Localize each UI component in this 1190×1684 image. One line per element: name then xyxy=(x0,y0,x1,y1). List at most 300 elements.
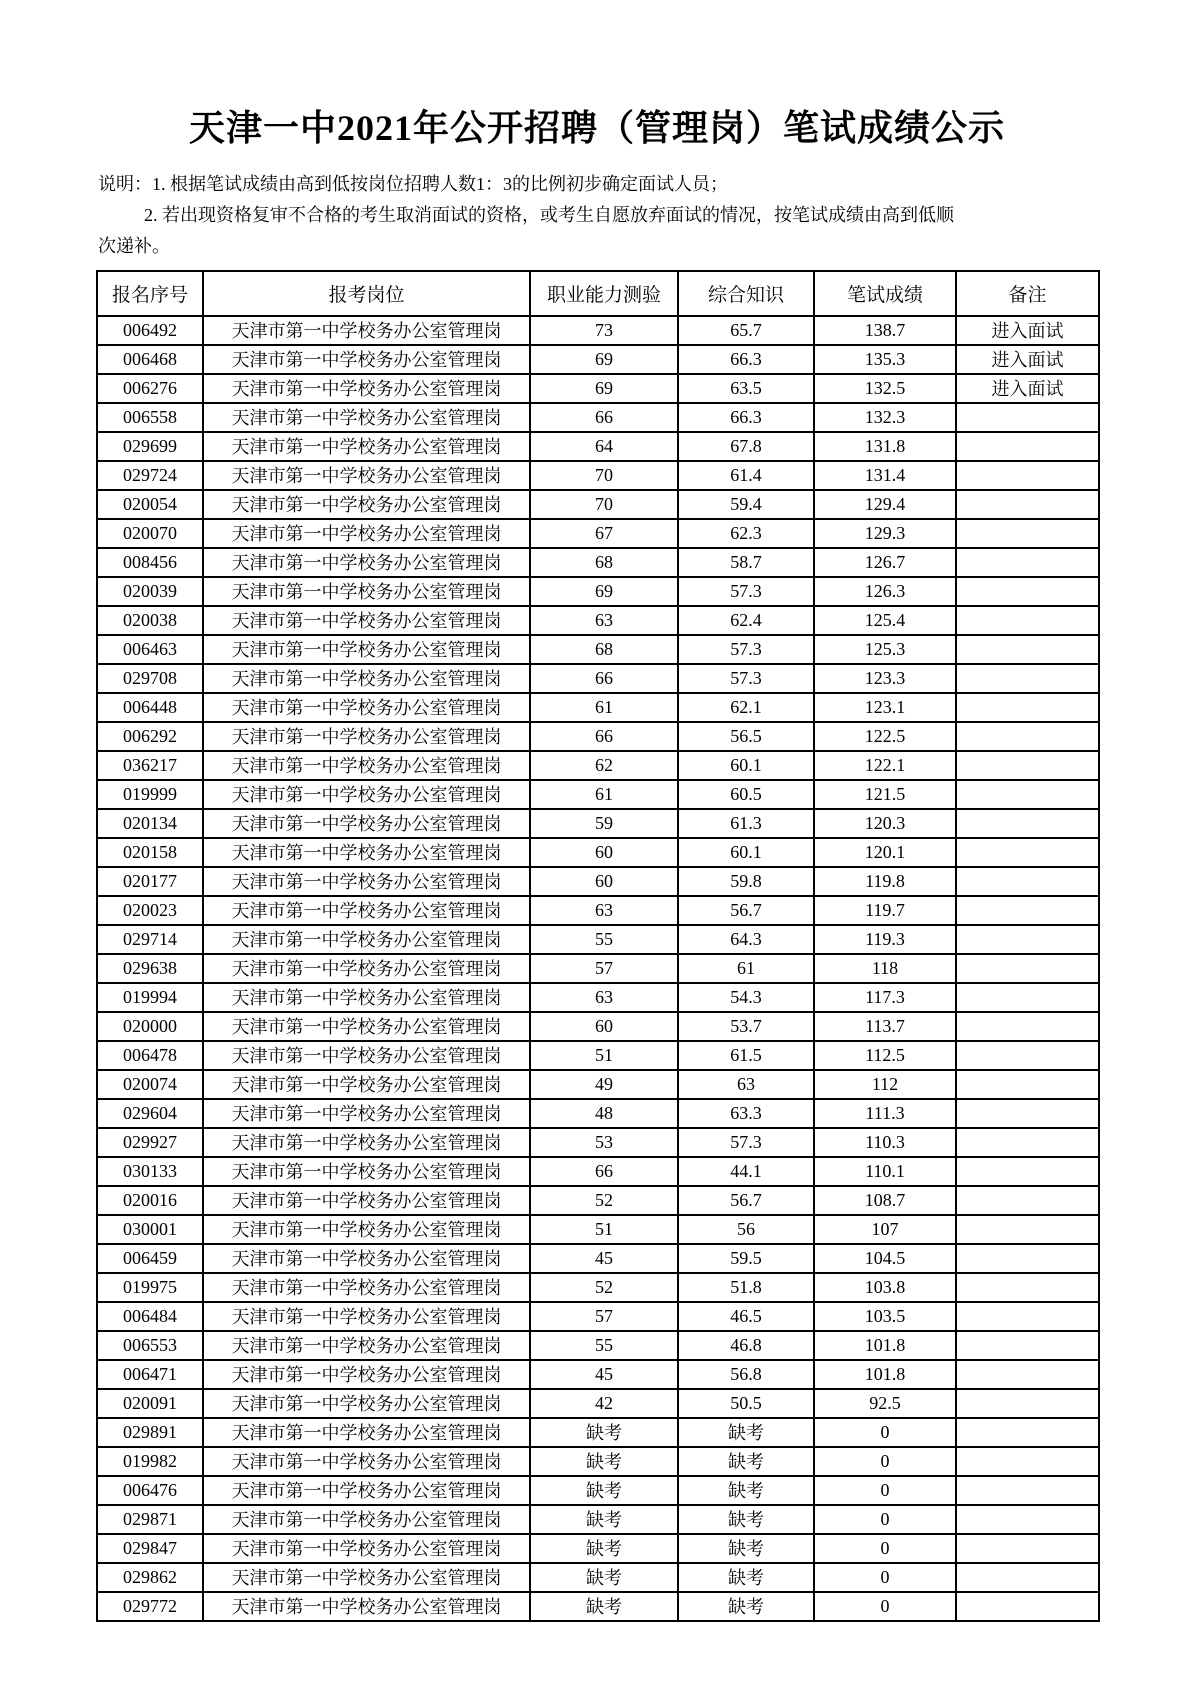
note-line-3: 次递补。 xyxy=(98,235,170,256)
cell-aptitude-test: 70 xyxy=(530,490,678,519)
cell-written-score: 125.4 xyxy=(814,606,956,635)
cell-remark xyxy=(956,1505,1099,1534)
cell-aptitude-test: 63 xyxy=(530,896,678,925)
cell-position: 天津市第一中学校务办公室管理岗 xyxy=(203,432,530,461)
cell-reg-no: 030133 xyxy=(97,1157,203,1186)
cell-written-score: 120.3 xyxy=(814,809,956,838)
cell-comprehensive-knowledge: 44.1 xyxy=(678,1157,814,1186)
cell-written-score: 123.1 xyxy=(814,693,956,722)
cell-aptitude-test: 缺考 xyxy=(530,1563,678,1592)
cell-remark xyxy=(956,1534,1099,1563)
cell-aptitude-test: 49 xyxy=(530,1070,678,1099)
cell-aptitude-test: 57 xyxy=(530,1302,678,1331)
cell-comprehensive-knowledge: 62.1 xyxy=(678,693,814,722)
table-row xyxy=(97,809,1099,838)
cell-remark xyxy=(956,1302,1099,1331)
table-row xyxy=(97,925,1099,954)
cell-position: 天津市第一中学校务办公室管理岗 xyxy=(203,1273,530,1302)
cell-position: 天津市第一中学校务办公室管理岗 xyxy=(203,896,530,925)
cell-aptitude-test: 66 xyxy=(530,403,678,432)
cell-reg-no: 006492 xyxy=(97,316,203,345)
table-row xyxy=(97,1592,1099,1621)
cell-position: 天津市第一中学校务办公室管理岗 xyxy=(203,635,530,664)
cell-reg-no: 029891 xyxy=(97,1418,203,1447)
cell-aptitude-test: 66 xyxy=(530,722,678,751)
cell-aptitude-test: 48 xyxy=(530,1099,678,1128)
cell-aptitude-test: 61 xyxy=(530,780,678,809)
table-row xyxy=(97,1476,1099,1505)
cell-remark xyxy=(956,896,1099,925)
cell-remark xyxy=(956,664,1099,693)
cell-written-score: 117.3 xyxy=(814,983,956,1012)
cell-aptitude-test: 53 xyxy=(530,1128,678,1157)
cell-written-score: 138.7 xyxy=(814,316,956,345)
cell-written-score: 126.3 xyxy=(814,577,956,606)
cell-aptitude-test: 70 xyxy=(530,461,678,490)
cell-remark xyxy=(956,1418,1099,1447)
table-row xyxy=(97,780,1099,809)
cell-aptitude-test: 64 xyxy=(530,432,678,461)
cell-written-score: 132.5 xyxy=(814,374,956,403)
note-line-1: 说明：1. 根据笔试成绩由高到低按岗位招聘人数1：3的比例初步确定面试人员； xyxy=(98,174,728,194)
cell-position: 天津市第一中学校务办公室管理岗 xyxy=(203,345,530,374)
cell-remark xyxy=(956,1273,1099,1302)
cell-remark xyxy=(956,432,1099,461)
cell-written-score: 121.5 xyxy=(814,780,956,809)
cell-reg-no: 006459 xyxy=(97,1244,203,1273)
cell-position: 天津市第一中学校务办公室管理岗 xyxy=(203,1563,530,1592)
cell-position: 天津市第一中学校务办公室管理岗 xyxy=(203,1041,530,1070)
cell-reg-no: 006484 xyxy=(97,1302,203,1331)
cell-position: 天津市第一中学校务办公室管理岗 xyxy=(203,983,530,1012)
cell-written-score: 0 xyxy=(814,1447,956,1476)
cell-written-score: 110.1 xyxy=(814,1157,956,1186)
cell-written-score: 0 xyxy=(814,1534,956,1563)
cell-comprehensive-knowledge: 46.5 xyxy=(678,1302,814,1331)
cell-position: 天津市第一中学校务办公室管理岗 xyxy=(203,1331,530,1360)
header-written-score: 笔试成绩 xyxy=(814,271,956,316)
cell-reg-no: 020054 xyxy=(97,490,203,519)
cell-reg-no: 036217 xyxy=(97,751,203,780)
cell-remark xyxy=(956,693,1099,722)
cell-position: 天津市第一中学校务办公室管理岗 xyxy=(203,838,530,867)
cell-remark: 进入面试 xyxy=(956,345,1099,374)
cell-aptitude-test: 52 xyxy=(530,1186,678,1215)
cell-aptitude-test: 45 xyxy=(530,1360,678,1389)
cell-position: 天津市第一中学校务办公室管理岗 xyxy=(203,1389,530,1418)
cell-reg-no: 020038 xyxy=(97,606,203,635)
cell-comprehensive-knowledge: 57.3 xyxy=(678,635,814,664)
cell-position: 天津市第一中学校务办公室管理岗 xyxy=(203,316,530,345)
cell-comprehensive-knowledge: 56.7 xyxy=(678,1186,814,1215)
cell-written-score: 107 xyxy=(814,1215,956,1244)
cell-position: 天津市第一中学校务办公室管理岗 xyxy=(203,577,530,606)
cell-remark xyxy=(956,1041,1099,1070)
cell-comprehensive-knowledge: 59.5 xyxy=(678,1244,814,1273)
cell-written-score: 119.7 xyxy=(814,896,956,925)
cell-position: 天津市第一中学校务办公室管理岗 xyxy=(203,548,530,577)
cell-aptitude-test: 55 xyxy=(530,925,678,954)
cell-position: 天津市第一中学校务办公室管理岗 xyxy=(203,1360,530,1389)
cell-comprehensive-knowledge: 53.7 xyxy=(678,1012,814,1041)
cell-position: 天津市第一中学校务办公室管理岗 xyxy=(203,1215,530,1244)
cell-position: 天津市第一中学校务办公室管理岗 xyxy=(203,1534,530,1563)
cell-written-score: 113.7 xyxy=(814,1012,956,1041)
cell-reg-no: 019994 xyxy=(97,983,203,1012)
cell-comprehensive-knowledge: 61.5 xyxy=(678,1041,814,1070)
table-row xyxy=(97,1389,1099,1418)
cell-written-score: 0 xyxy=(814,1592,956,1621)
cell-comprehensive-knowledge: 59.4 xyxy=(678,490,814,519)
table-row xyxy=(97,1534,1099,1563)
cell-reg-no: 029862 xyxy=(97,1563,203,1592)
cell-position: 天津市第一中学校务办公室管理岗 xyxy=(203,954,530,983)
cell-remark xyxy=(956,1563,1099,1592)
cell-written-score: 120.1 xyxy=(814,838,956,867)
cell-written-score: 0 xyxy=(814,1476,956,1505)
cell-reg-no: 020177 xyxy=(97,867,203,896)
cell-reg-no: 020039 xyxy=(97,577,203,606)
cell-position: 天津市第一中学校务办公室管理岗 xyxy=(203,519,530,548)
cell-position: 天津市第一中学校务办公室管理岗 xyxy=(203,1244,530,1273)
table-row xyxy=(97,432,1099,461)
table-row xyxy=(97,1302,1099,1331)
cell-comprehensive-knowledge: 缺考 xyxy=(678,1505,814,1534)
cell-position: 天津市第一中学校务办公室管理岗 xyxy=(203,461,530,490)
cell-aptitude-test: 60 xyxy=(530,867,678,896)
cell-aptitude-test: 45 xyxy=(530,1244,678,1273)
cell-aptitude-test: 69 xyxy=(530,345,678,374)
cell-written-score: 125.3 xyxy=(814,635,956,664)
cell-reg-no: 029714 xyxy=(97,925,203,954)
cell-reg-no: 019982 xyxy=(97,1447,203,1476)
cell-position: 天津市第一中学校务办公室管理岗 xyxy=(203,751,530,780)
cell-reg-no: 029847 xyxy=(97,1534,203,1563)
cell-aptitude-test: 55 xyxy=(530,1331,678,1360)
table-row xyxy=(97,606,1099,635)
table-row xyxy=(97,403,1099,432)
cell-remark xyxy=(956,1128,1099,1157)
cell-position: 天津市第一中学校务办公室管理岗 xyxy=(203,403,530,432)
table-row xyxy=(97,316,1099,345)
cell-remark xyxy=(956,1012,1099,1041)
cell-remark xyxy=(956,1592,1099,1621)
table-row xyxy=(97,490,1099,519)
table-row xyxy=(97,1360,1099,1389)
cell-remark xyxy=(956,635,1099,664)
cell-aptitude-test: 51 xyxy=(530,1041,678,1070)
cell-remark xyxy=(956,403,1099,432)
cell-reg-no: 029604 xyxy=(97,1099,203,1128)
cell-written-score: 119.3 xyxy=(814,925,956,954)
cell-reg-no: 020016 xyxy=(97,1186,203,1215)
cell-aptitude-test: 缺考 xyxy=(530,1418,678,1447)
table-row xyxy=(97,664,1099,693)
header-aptitude-test: 职业能力测验 xyxy=(530,271,678,316)
header-remark: 备注 xyxy=(956,271,1099,316)
cell-comprehensive-knowledge: 56.8 xyxy=(678,1360,814,1389)
cell-aptitude-test: 68 xyxy=(530,635,678,664)
cell-written-score: 0 xyxy=(814,1505,956,1534)
table-row xyxy=(97,867,1099,896)
cell-remark xyxy=(956,1070,1099,1099)
cell-comprehensive-knowledge: 61.4 xyxy=(678,461,814,490)
cell-reg-no: 008456 xyxy=(97,548,203,577)
cell-reg-no: 006558 xyxy=(97,403,203,432)
cell-remark: 进入面试 xyxy=(956,316,1099,345)
cell-remark xyxy=(956,1389,1099,1418)
cell-aptitude-test: 63 xyxy=(530,606,678,635)
cell-remark xyxy=(956,519,1099,548)
cell-remark xyxy=(956,838,1099,867)
table-row xyxy=(97,751,1099,780)
notes-block xyxy=(98,169,1098,262)
cell-comprehensive-knowledge: 67.8 xyxy=(678,432,814,461)
cell-comprehensive-knowledge: 56 xyxy=(678,1215,814,1244)
table-row xyxy=(97,1331,1099,1360)
cell-position: 天津市第一中学校务办公室管理岗 xyxy=(203,1418,530,1447)
cell-written-score: 118 xyxy=(814,954,956,983)
cell-aptitude-test: 57 xyxy=(530,954,678,983)
cell-reg-no: 006478 xyxy=(97,1041,203,1070)
table-row xyxy=(97,1099,1099,1128)
cell-aptitude-test: 59 xyxy=(530,809,678,838)
cell-written-score: 119.8 xyxy=(814,867,956,896)
cell-written-score: 131.8 xyxy=(814,432,956,461)
cell-comprehensive-knowledge: 缺考 xyxy=(678,1534,814,1563)
cell-comprehensive-knowledge: 缺考 xyxy=(678,1563,814,1592)
cell-comprehensive-knowledge: 54.3 xyxy=(678,983,814,1012)
table-row xyxy=(97,1070,1099,1099)
cell-position: 天津市第一中学校务办公室管理岗 xyxy=(203,1070,530,1099)
cell-aptitude-test: 66 xyxy=(530,664,678,693)
table-row xyxy=(97,1186,1099,1215)
table-row xyxy=(97,954,1099,983)
cell-aptitude-test: 60 xyxy=(530,838,678,867)
cell-reg-no: 006476 xyxy=(97,1476,203,1505)
score-table xyxy=(96,270,1100,1622)
header-reg-no: 报名序号 xyxy=(97,271,203,316)
cell-written-score: 0 xyxy=(814,1563,956,1592)
cell-position: 天津市第一中学校务办公室管理岗 xyxy=(203,1592,530,1621)
cell-position: 天津市第一中学校务办公室管理岗 xyxy=(203,867,530,896)
cell-aptitude-test: 63 xyxy=(530,983,678,1012)
cell-remark xyxy=(956,1215,1099,1244)
table-row xyxy=(97,345,1099,374)
cell-position: 天津市第一中学校务办公室管理岗 xyxy=(203,693,530,722)
cell-comprehensive-knowledge: 65.7 xyxy=(678,316,814,345)
header-comprehensive-knowledge: 综合知识 xyxy=(678,271,814,316)
table-row xyxy=(97,1418,1099,1447)
cell-reg-no: 020000 xyxy=(97,1012,203,1041)
cell-comprehensive-knowledge: 63.3 xyxy=(678,1099,814,1128)
cell-reg-no: 006292 xyxy=(97,722,203,751)
cell-reg-no: 020070 xyxy=(97,519,203,548)
table-row xyxy=(97,1128,1099,1157)
cell-position: 天津市第一中学校务办公室管理岗 xyxy=(203,780,530,809)
cell-reg-no: 006463 xyxy=(97,635,203,664)
cell-remark xyxy=(956,461,1099,490)
cell-reg-no: 029724 xyxy=(97,461,203,490)
cell-reg-no: 006553 xyxy=(97,1331,203,1360)
cell-comprehensive-knowledge: 59.8 xyxy=(678,867,814,896)
cell-remark xyxy=(956,1447,1099,1476)
cell-written-score: 129.3 xyxy=(814,519,956,548)
cell-remark: 进入面试 xyxy=(956,374,1099,403)
table-row xyxy=(97,1505,1099,1534)
cell-comprehensive-knowledge: 63.5 xyxy=(678,374,814,403)
cell-aptitude-test: 69 xyxy=(530,577,678,606)
table-row xyxy=(97,1041,1099,1070)
table-row xyxy=(97,519,1099,548)
cell-aptitude-test: 52 xyxy=(530,1273,678,1302)
table-row xyxy=(97,722,1099,751)
cell-written-score: 122.5 xyxy=(814,722,956,751)
cell-aptitude-test: 缺考 xyxy=(530,1592,678,1621)
cell-reg-no: 020074 xyxy=(97,1070,203,1099)
cell-remark xyxy=(956,722,1099,751)
cell-remark xyxy=(956,1099,1099,1128)
cell-position: 天津市第一中学校务办公室管理岗 xyxy=(203,722,530,751)
cell-written-score: 108.7 xyxy=(814,1186,956,1215)
cell-aptitude-test: 73 xyxy=(530,316,678,345)
cell-remark xyxy=(956,954,1099,983)
cell-reg-no: 006468 xyxy=(97,345,203,374)
cell-written-score: 101.8 xyxy=(814,1360,956,1389)
note-line-2: 2. 若出现资格复审不合格的考生取消面试的资格，或考生自愿放弃面试的情况，按笔试成绩由高到低顺 xyxy=(144,204,954,225)
cell-position: 天津市第一中学校务办公室管理岗 xyxy=(203,1505,530,1534)
cell-written-score: 103.8 xyxy=(814,1273,956,1302)
cell-written-score: 111.3 xyxy=(814,1099,956,1128)
table-row xyxy=(97,1157,1099,1186)
cell-remark xyxy=(956,1157,1099,1186)
cell-aptitude-test: 69 xyxy=(530,374,678,403)
cell-remark xyxy=(956,780,1099,809)
cell-reg-no: 019999 xyxy=(97,780,203,809)
table-row xyxy=(97,1273,1099,1302)
cell-comprehensive-knowledge: 66.3 xyxy=(678,345,814,374)
table-row xyxy=(97,374,1099,403)
cell-aptitude-test: 68 xyxy=(530,548,678,577)
cell-remark xyxy=(956,751,1099,780)
cell-position: 天津市第一中学校务办公室管理岗 xyxy=(203,1099,530,1128)
cell-comprehensive-knowledge: 缺考 xyxy=(678,1592,814,1621)
cell-comprehensive-knowledge: 58.7 xyxy=(678,548,814,577)
cell-aptitude-test: 42 xyxy=(530,1389,678,1418)
cell-remark xyxy=(956,867,1099,896)
cell-reg-no: 029638 xyxy=(97,954,203,983)
cell-aptitude-test: 缺考 xyxy=(530,1447,678,1476)
cell-position: 天津市第一中学校务办公室管理岗 xyxy=(203,374,530,403)
cell-comprehensive-knowledge: 66.3 xyxy=(678,403,814,432)
cell-written-score: 135.3 xyxy=(814,345,956,374)
cell-comprehensive-knowledge: 57.3 xyxy=(678,577,814,606)
cell-written-score: 101.8 xyxy=(814,1331,956,1360)
cell-reg-no: 030001 xyxy=(97,1215,203,1244)
cell-reg-no: 019975 xyxy=(97,1273,203,1302)
page-title: 天津一中2021年公开招聘（管理岗）笔试成绩公示 xyxy=(188,108,1005,148)
cell-written-score: 129.4 xyxy=(814,490,956,519)
cell-reg-no: 029772 xyxy=(97,1592,203,1621)
cell-aptitude-test: 缺考 xyxy=(530,1476,678,1505)
cell-reg-no: 006276 xyxy=(97,374,203,403)
cell-position: 天津市第一中学校务办公室管理岗 xyxy=(203,809,530,838)
cell-reg-no: 029699 xyxy=(97,432,203,461)
cell-position: 天津市第一中学校务办公室管理岗 xyxy=(203,925,530,954)
cell-written-score: 126.7 xyxy=(814,548,956,577)
cell-aptitude-test: 61 xyxy=(530,693,678,722)
cell-written-score: 131.4 xyxy=(814,461,956,490)
cell-reg-no: 020023 xyxy=(97,896,203,925)
cell-written-score: 122.1 xyxy=(814,751,956,780)
table-row xyxy=(97,461,1099,490)
cell-comprehensive-knowledge: 缺考 xyxy=(678,1418,814,1447)
cell-remark xyxy=(956,983,1099,1012)
cell-written-score: 110.3 xyxy=(814,1128,956,1157)
cell-written-score: 0 xyxy=(814,1418,956,1447)
cell-comprehensive-knowledge: 60.1 xyxy=(678,838,814,867)
cell-comprehensive-knowledge: 57.3 xyxy=(678,664,814,693)
cell-aptitude-test: 67 xyxy=(530,519,678,548)
table-row xyxy=(97,635,1099,664)
cell-comprehensive-knowledge: 63 xyxy=(678,1070,814,1099)
cell-comprehensive-knowledge: 60.5 xyxy=(678,780,814,809)
table-row xyxy=(97,896,1099,925)
cell-position: 天津市第一中学校务办公室管理岗 xyxy=(203,1012,530,1041)
cell-reg-no: 029871 xyxy=(97,1505,203,1534)
document-page xyxy=(96,0,1098,1622)
cell-comprehensive-knowledge: 51.8 xyxy=(678,1273,814,1302)
cell-reg-no: 029927 xyxy=(97,1128,203,1157)
cell-position: 天津市第一中学校务办公室管理岗 xyxy=(203,1476,530,1505)
cell-position: 天津市第一中学校务办公室管理岗 xyxy=(203,1157,530,1186)
cell-remark xyxy=(956,1186,1099,1215)
cell-comprehensive-knowledge: 62.3 xyxy=(678,519,814,548)
cell-written-score: 123.3 xyxy=(814,664,956,693)
cell-comprehensive-knowledge: 50.5 xyxy=(678,1389,814,1418)
cell-remark xyxy=(956,809,1099,838)
cell-aptitude-test: 缺考 xyxy=(530,1505,678,1534)
cell-aptitude-test: 60 xyxy=(530,1012,678,1041)
cell-comprehensive-knowledge: 缺考 xyxy=(678,1447,814,1476)
cell-reg-no: 020158 xyxy=(97,838,203,867)
cell-remark xyxy=(956,1476,1099,1505)
cell-aptitude-test: 缺考 xyxy=(530,1534,678,1563)
cell-position: 天津市第一中学校务办公室管理岗 xyxy=(203,1128,530,1157)
cell-position: 天津市第一中学校务办公室管理岗 xyxy=(203,1186,530,1215)
cell-remark xyxy=(956,490,1099,519)
header-position: 报考岗位 xyxy=(203,271,530,316)
cell-written-score: 112.5 xyxy=(814,1041,956,1070)
cell-aptitude-test: 66 xyxy=(530,1157,678,1186)
cell-written-score: 103.5 xyxy=(814,1302,956,1331)
cell-written-score: 104.5 xyxy=(814,1244,956,1273)
cell-comprehensive-knowledge: 64.3 xyxy=(678,925,814,954)
cell-comprehensive-knowledge: 缺考 xyxy=(678,1476,814,1505)
table-row xyxy=(97,1447,1099,1476)
cell-comprehensive-knowledge: 60.1 xyxy=(678,751,814,780)
cell-comprehensive-knowledge: 56.5 xyxy=(678,722,814,751)
cell-remark xyxy=(956,1360,1099,1389)
table-row xyxy=(97,577,1099,606)
cell-aptitude-test: 62 xyxy=(530,751,678,780)
table-row xyxy=(97,1012,1099,1041)
cell-comprehensive-knowledge: 61 xyxy=(678,954,814,983)
cell-comprehensive-knowledge: 57.3 xyxy=(678,1128,814,1157)
cell-reg-no: 006448 xyxy=(97,693,203,722)
table-row xyxy=(97,1215,1099,1244)
cell-comprehensive-knowledge: 62.4 xyxy=(678,606,814,635)
